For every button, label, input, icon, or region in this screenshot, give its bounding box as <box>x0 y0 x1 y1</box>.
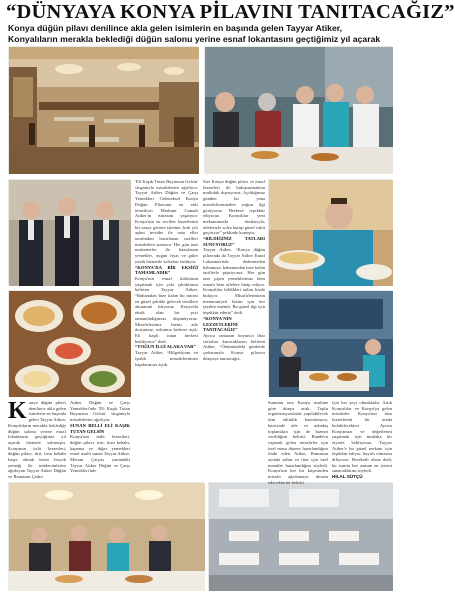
article-column-4 <box>203 179 265 479</box>
column-4-text-2: Tayyar Atiker, “Konya düğün pilavında da Tayyar Atiker Esnaf Lokantası'nda dedemizden babamıza, babamızdan bize kalan tariflerle pişiriyoruz. Her gün taze pişen yemeklerimiz hem esnafa hem ailelere hitap ediyor. Konyalılar bildikleri tatları bizde buluyor. Misafirlerimizin memnuniyeti bizim için her şeyden önemli. Bu güzel ilgi için teşekkür ederiz” dedi. <box>203 247 265 316</box>
drop-cap: K <box>8 398 27 424</box>
article-deck: Konya düğün pilavı denilince akla gelen isimlerin en başında gelen Tayyar Atiker, Konyalıların merakla beklediği düğün salonu yerine esnaf lokantasını geçtiğimiz yıl açarak <box>8 23 381 44</box>
photo-wedding-hall-guests <box>8 482 204 590</box>
photo-restaurant-interior <box>8 46 198 173</box>
column-3-text-3: Tayyar Atiker, “Bilgeisyum ve iştahlı misafirlerimize kapılarımızı açtık. <box>135 350 198 367</box>
article-column-1 <box>8 400 66 480</box>
column-4-subheading-2: “KONYA'NIN LEZZETLERİNİ TANITACAĞIZ” <box>203 315 238 333</box>
column-2-text: Atiker Düğün ve Çarşı Yemekleri'nde 'Eli Kaşık Tutan Buyursun Gelsin' sloganıyla misafirlerini ağırlıyor. <box>70 400 130 423</box>
column-3-text: 'Eli Kaşık Tutan Buyursun Gelsin' sloganıyla misafirlerini ağırlıyor. Tayyar Atiker Düğün ve Çarşı Yemekleri Geleneksel Konya Düğün Pilavının en eski temsilcisi Merhum Cumali Atiker'in mirasını yaşatıyor. Konya'nın en sevilen lezzetlerini bir araya getiren işletme; kırk yılı aşkın tecrübe ile usta eller tarafından hazırlanan tarifleri misafirlere sunuyor. Her gün taze malzemeler ile hazırlanan yemekler, uygun fiyat ve güler yüzlü hizmetle sofraları süslüyor. <box>135 179 198 264</box>
column-4-subheading-1: “BİLDİĞİNİZ TATLARI SUNUYORUZ” <box>203 236 265 247</box>
photo-men-in-suits <box>8 179 130 285</box>
article-column-3 <box>135 179 198 479</box>
photo-food-plates <box>8 290 130 396</box>
photo-guests-at-table <box>204 46 392 173</box>
column-2-subheading: SUNAN BELLİ ELİ KAŞIK TUTAN GELSİN <box>70 422 130 434</box>
author-byline: HİLAL SÜTÇÜ <box>332 474 363 480</box>
photo-dining-guests <box>268 290 392 396</box>
article-headline: “DÜNYAYA KONYA PİLAVINI TANITACAĞIZ” <box>6 1 455 23</box>
article-column-6 <box>268 400 328 485</box>
column-4-text: Sizi Konya düğün pilavı ve esnaf lezzetleri ile buluşturmaktan mutluluk duyuyoruz. Açıldığımız günden bu yana misafirlerimizden yoğun ilgi görüyoruz. Herkese teşekkür ediyoruz. Konyalılar yeni mekanımızda dostlarıyla, aileleriyle sofra kurup güzel vakit geçiriyor” şeklinde konuştu. <box>203 179 265 236</box>
photo-chef-serving <box>268 179 392 285</box>
column-3-text-2: Konya'nın esnaf kültürünü yaşatmak için yola çıktıklarını belirten Tayyar Atiker, “Babamdan bize kalan bu mirası en güzel şekilde gelecek nesillere aktarmak istiyoruz. Konya'da eksik olan bir şeyi tamamladığımızı düşünüyoruz. Misafirlerimiz bizim aile dostumuz, soframız herkese açık. Eli kaşık tutan herkesi bekliyoruz” dedi. <box>135 275 198 344</box>
column-6-text: Sunumu tarz Konya usulüne göre dünya artık. Toplu organizasyonlarda yapılabilecek tüm etkinlik hazırlanıyor, haricinde aile ve arkadaş toplantıları için de hizmet verildiğini belirtti. Randevu yaparak gelen misafirler için özel masa düzeni hazırlandığını ifade eden Atiker, Ramazan ayında sahur ve iftar için özel menüler hazırlandığını söyledi. Konya'nın her bir köşesinden misafir ağırlamaya devam edeceklerini belirtti. <box>268 400 328 485</box>
column-7-text: için her şeyi olmaktadır. Artık Konyalılar ve Konya'ya gelen misafirler Konya'nın tüm lezzetlerini bir arada bulabilecekleri Ayrıca Konyamızı ve değerlerini yaşatmak için mutlaka bir ziyaret bekliyoruz. Tayyar Atiker'e bu güzel mekanı için teşekkür ediyor, hayırlı olmasını diliyoruz. Bereketli olsun dedi, bu isimin her zaman en iyisini sunacaklarını söyledi. <box>332 400 392 474</box>
column-4-text-3: Ayrıca ramazan boyunca iftar sofraları kuracaklarını belirten Atiker, “Önümüzdeki günlerde çadırımızla Konya pilavını dünyaya tanıtacağız. <box>203 332 265 361</box>
article-column-7 <box>332 400 392 480</box>
article-column-2 <box>70 400 130 480</box>
column-2-text-2: Konya'nın ünlü lezzetleri, düğün pilavı, tirit, fırın kebabı, kapama ve diğer yemekleri esnaf usulü sunan Tayyar Atiker, Meram Çarşısı yanındaki Tayyar Atiker Düğün ve Çarşı Yemekleri'nde <box>70 434 131 474</box>
column-1-text: onya düğün pilavı denilince akla gelen isimlerin en başında gelen Tayyar Atiker, Konyalıların merakla beklediği düğün salonu yerine esnaf lokantasını geçtiğimiz yıl açarak hizmete sokmuştu. Konyanın özlü lezzetleri, düğün pilavı, tirit, fırın kebabı başta olmak üzere birçok yemeği ile müdavimlerini ağırlayan Tayyar Atiker Düğün ve Ramazan Çadırı <box>8 400 66 480</box>
column-3-subheading-1: “KONYA'DA BİR EKSİĞİ TAMAMLADIK” <box>135 264 198 276</box>
photo-wedding-hall-interior <box>208 482 392 590</box>
column-3-subheading-2: “YOĞUN İLGİ ALAKA VAR” <box>135 344 196 350</box>
